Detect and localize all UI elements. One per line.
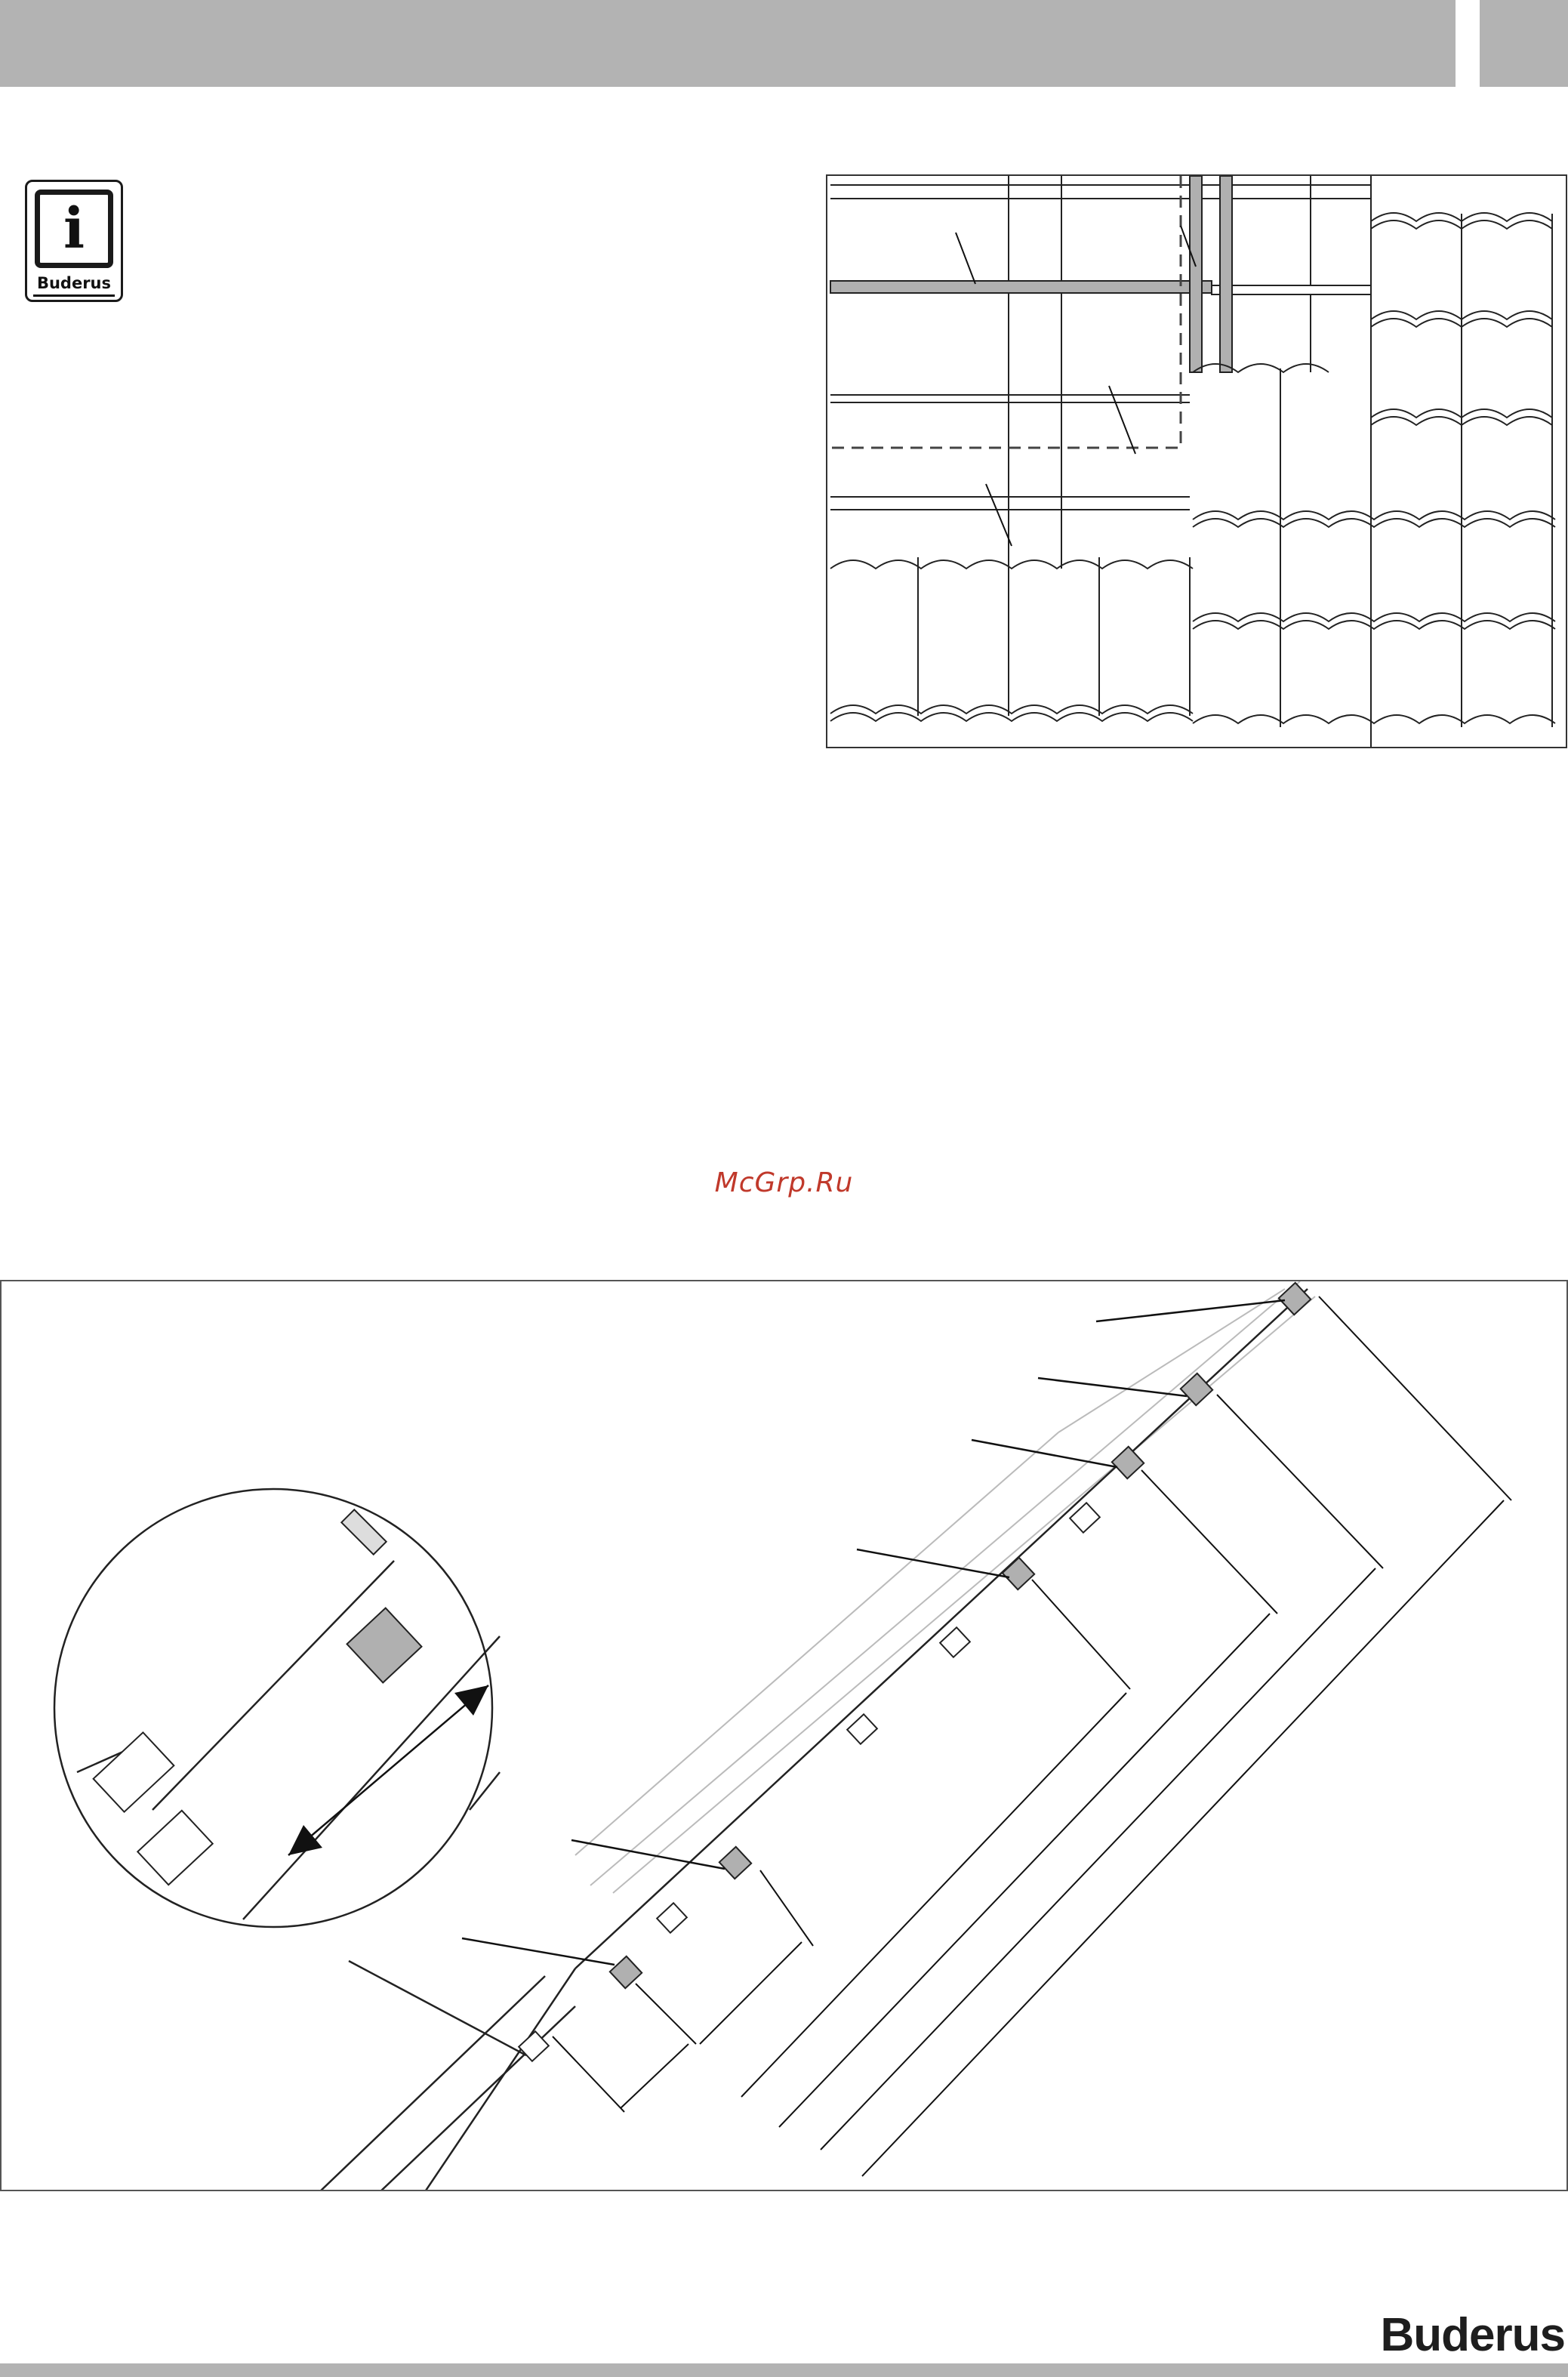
header-tab bbox=[1480, 0, 1568, 87]
roof-section-figure bbox=[0, 1280, 1568, 2191]
brand-logo: Buderus bbox=[1380, 2309, 1565, 2361]
roof-tiles-drawing bbox=[827, 176, 1567, 748]
info-brand-label: Buderus bbox=[36, 274, 112, 292]
info-glyph-frame bbox=[35, 190, 113, 268]
info-glyph: i bbox=[63, 196, 85, 261]
watermark: McGrp.Ru bbox=[714, 1167, 854, 1198]
info-icon bbox=[25, 180, 123, 302]
info-rule bbox=[33, 294, 115, 297]
footer-bar bbox=[0, 2363, 1568, 2377]
header-bar bbox=[0, 0, 1456, 87]
roof-plan-figure bbox=[826, 174, 1567, 748]
roof-section-drawing bbox=[2, 1281, 1568, 2191]
